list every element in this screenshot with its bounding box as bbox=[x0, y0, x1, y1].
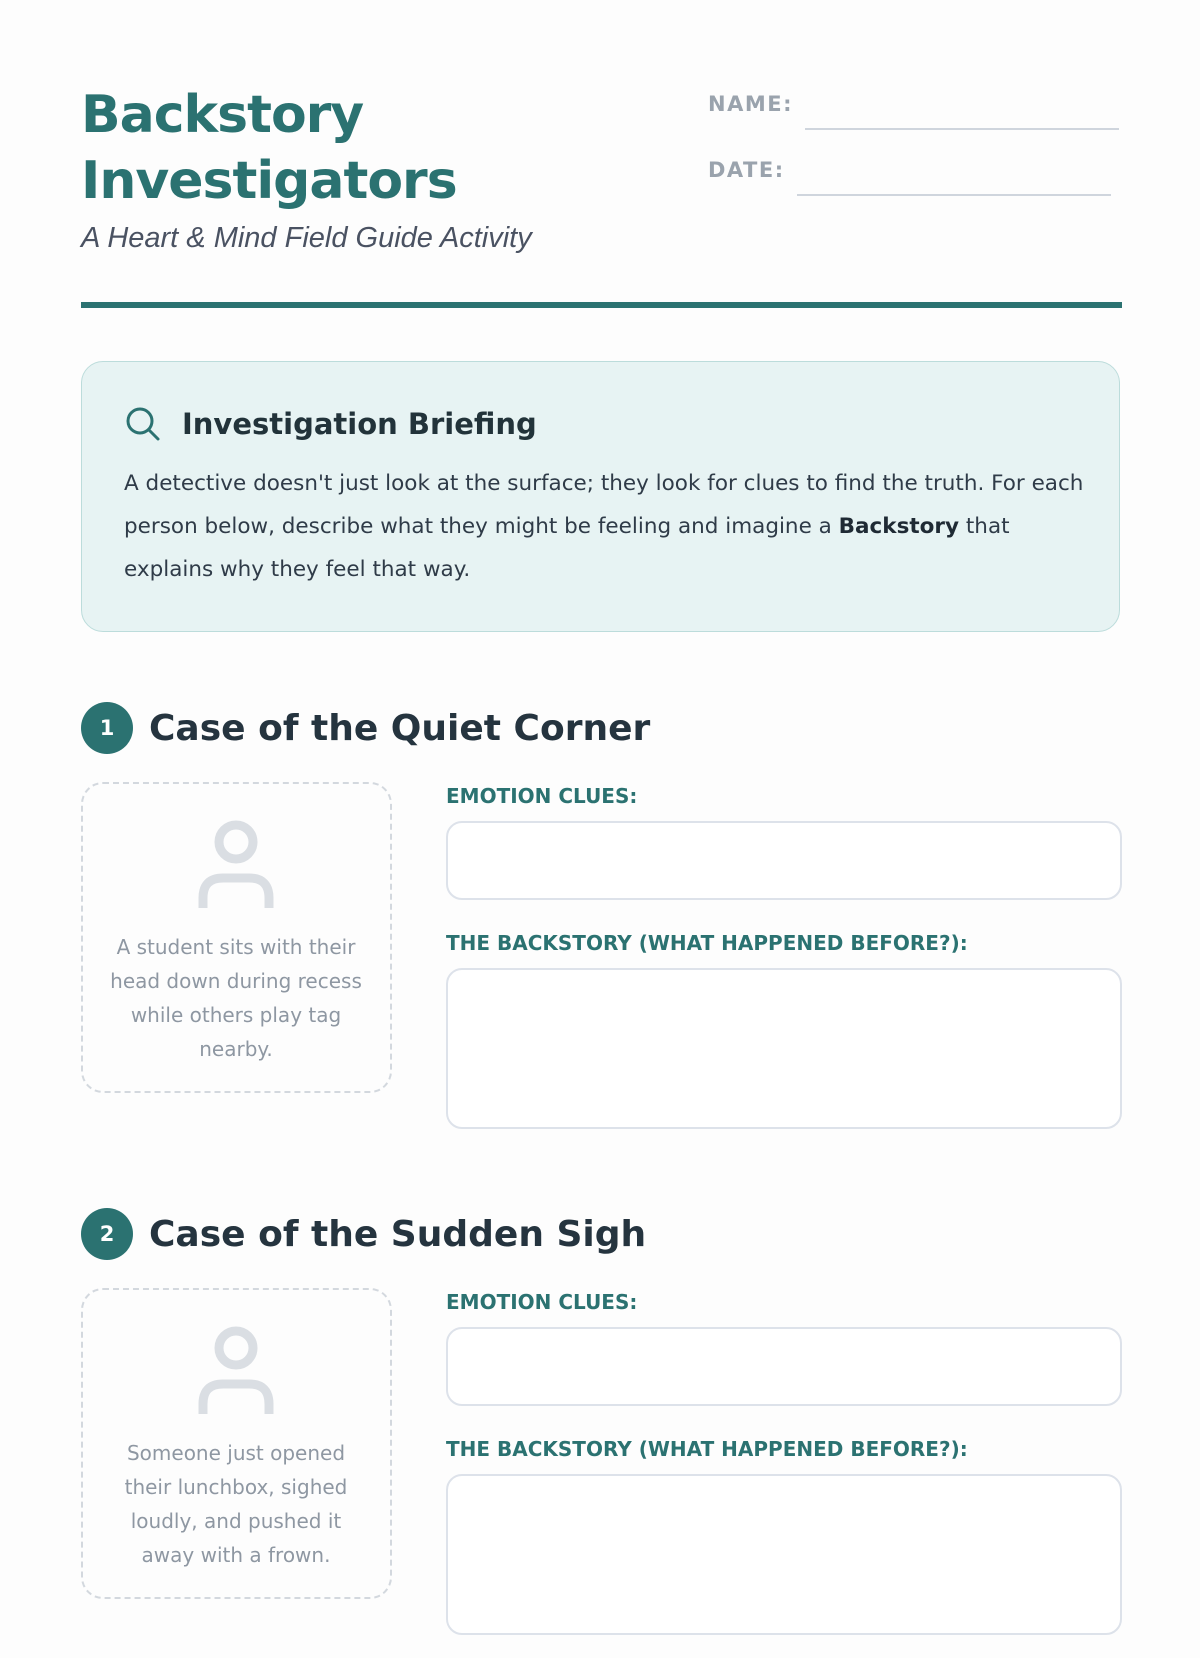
case-scenario-card bbox=[81, 1288, 392, 1599]
emotion-clues-label: EMOTION CLUES: bbox=[446, 784, 638, 808]
person-icon bbox=[198, 820, 274, 910]
case-scenario-card bbox=[81, 782, 392, 1093]
case-description: Someone just opened their lunchbox, sighed loudly, and pushed it away with a frown. bbox=[124, 1441, 348, 1567]
emotion-clues-box[interactable] bbox=[446, 821, 1122, 900]
name-row bbox=[708, 88, 1122, 138]
worksheet-page bbox=[81, 0, 1122, 1600]
emotion-clues-box[interactable] bbox=[446, 1327, 1122, 1406]
date-label: DATE: bbox=[708, 158, 785, 182]
case-number-badge: 1 bbox=[81, 702, 133, 754]
date-field[interactable] bbox=[797, 194, 1111, 196]
backstory-box[interactable] bbox=[446, 968, 1122, 1129]
briefing-text bbox=[124, 462, 1084, 591]
case-description: A student sits with their head down during recess while others play tag nearby. bbox=[110, 935, 362, 1061]
case-heading bbox=[81, 1208, 646, 1260]
date-row bbox=[708, 154, 1122, 204]
search-icon bbox=[124, 405, 162, 443]
briefing-text-part1: A detective doesn't just look at the surface; they look for clues to find the truth. For each person below, describe what they might be feeling and imagine a bbox=[124, 471, 1084, 539]
backstory-box[interactable] bbox=[446, 1474, 1122, 1635]
case-title: Case of the Sudden Sigh bbox=[149, 1213, 647, 1255]
briefing-text-part2: that explains why they feel that way. bbox=[124, 514, 1010, 582]
briefing-heading bbox=[124, 404, 537, 444]
case-heading bbox=[81, 702, 650, 754]
briefing-title: Investigation Briefing bbox=[182, 407, 537, 441]
backstory-label: THE BACKSTORY (WHAT HAPPENED BEFORE?): bbox=[446, 931, 968, 955]
case-2 bbox=[81, 1208, 1122, 1658]
page-title: Backstory Investigators bbox=[81, 85, 457, 211]
person-icon bbox=[198, 1326, 274, 1416]
case-number-badge: 2 bbox=[81, 1208, 133, 1260]
header-divider bbox=[81, 302, 1122, 308]
name-field[interactable] bbox=[805, 128, 1119, 130]
case-title: Case of the Quiet Corner bbox=[149, 707, 651, 749]
briefing-text-bold: Backstory bbox=[838, 514, 960, 539]
investigation-briefing bbox=[81, 361, 1120, 632]
case-1 bbox=[81, 702, 1122, 1152]
title-block bbox=[81, 82, 601, 255]
page-subtitle: A Heart & Mind Field Guide Activity bbox=[81, 222, 532, 254]
emotion-clues-label: EMOTION CLUES: bbox=[446, 1290, 638, 1314]
worksheet-header bbox=[81, 82, 1122, 302]
name-label: NAME: bbox=[708, 92, 793, 116]
backstory-label: THE BACKSTORY (WHAT HAPPENED BEFORE?): bbox=[446, 1437, 968, 1461]
